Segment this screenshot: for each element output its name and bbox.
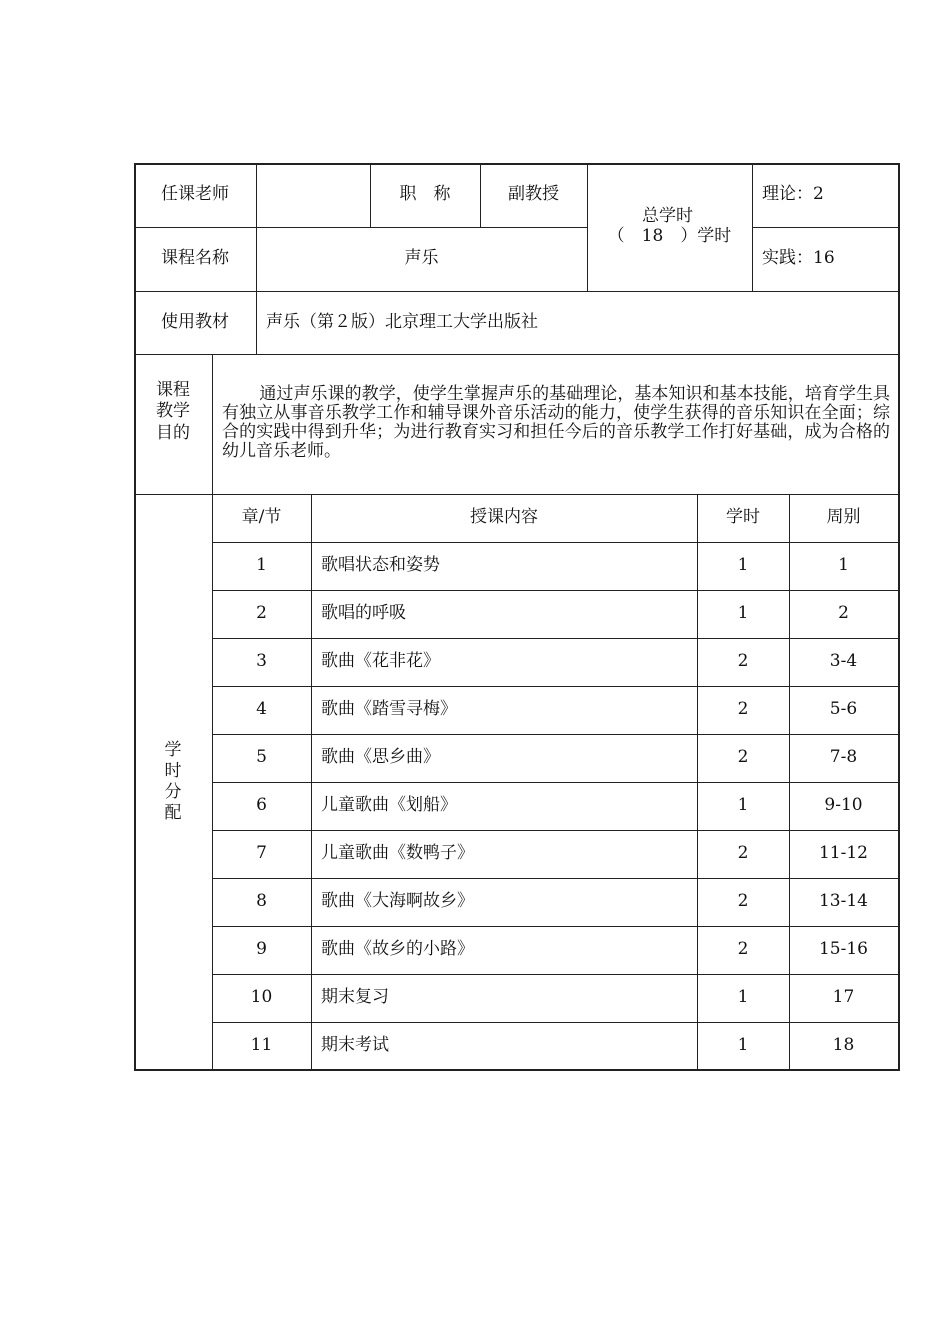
content-cell: 歌曲《踏雪寻梅》 — [321, 699, 457, 720]
content-cell: 歌曲《思乡曲》 — [321, 747, 440, 768]
week-cell: 15-16 — [818, 939, 868, 960]
total-hours-line — [608, 227, 732, 247]
chapter-cell: 9 — [256, 939, 267, 960]
week-cell: 3-4 — [829, 651, 858, 672]
purpose-label-line: 目的 — [156, 422, 190, 443]
schedule-label-char: 分 — [164, 782, 182, 802]
hours-cell: 2 — [737, 699, 749, 720]
total-hours-label: 总学时 — [642, 206, 693, 227]
purpose-paragraph: 通过声乐课的教学，使学生掌握声乐的基础理论，基本知识和基本技能，培育学生具有独立从事音乐教学工作和辅导课外音乐活动的能力，使学生获得的音乐知识在全面；综合的实践中得到升华；为进行教育实习和担任今后的音乐教学工作打好基础，成为合格的幼儿音乐老师。 — [222, 384, 890, 461]
week-cell: 13-14 — [818, 891, 868, 912]
schedule-label — [134, 494, 212, 1070]
content-cell: 儿童歌曲《数鸭子》 — [321, 843, 474, 864]
hours-cell: 2 — [737, 891, 749, 912]
total-hours-value: 18 — [641, 226, 664, 246]
column-header-content: 授课内容 — [470, 507, 538, 528]
title-label: 职 称 — [399, 184, 451, 205]
practice-hours: 实践：16 — [762, 248, 835, 269]
hours-cell: 2 — [737, 651, 749, 672]
chapter-cell: 1 — [256, 555, 267, 576]
content-cell: 儿童歌曲《划船》 — [321, 795, 457, 816]
total-hours-prefix: （ — [607, 226, 625, 246]
chapter-cell: 2 — [256, 603, 267, 624]
total-hours-cell — [587, 163, 752, 291]
chapter-cell: 11 — [250, 1035, 273, 1056]
content-cell: 期末复习 — [321, 987, 389, 1008]
column-header-week: 周别 — [826, 507, 861, 528]
purpose-label-line: 课程 — [156, 380, 190, 400]
chapter-cell: 7 — [256, 843, 267, 864]
row-divider — [134, 354, 900, 355]
purpose-label — [134, 380, 212, 450]
chapter-cell: 5 — [256, 747, 267, 768]
chapter-cell: 8 — [256, 891, 267, 912]
hours-cell: 1 — [737, 603, 749, 624]
hours-cell: 2 — [737, 843, 749, 864]
week-cell: 5-6 — [829, 699, 858, 720]
content-cell: 期末考试 — [321, 1035, 389, 1056]
week-cell: 17 — [832, 987, 855, 1008]
textbook-value: 声乐（第２版）北京理工大学出版社 — [266, 311, 538, 332]
teacher-label: 任课老师 — [161, 184, 229, 205]
chapter-cell: 4 — [256, 699, 267, 720]
hours-cell: 1 — [737, 795, 749, 816]
week-cell: 18 — [832, 1035, 855, 1056]
column-header-chapter: 章/节 — [241, 507, 282, 528]
content-cell: 歌唱状态和姿势 — [321, 555, 440, 576]
content-cell: 歌曲《大海啊故乡》 — [321, 891, 474, 912]
content-cell: 歌曲《故乡的小路》 — [321, 939, 474, 960]
week-cell: 7-8 — [829, 747, 858, 768]
theory-hours: 理论：2 — [762, 184, 824, 205]
content-cell: 歌唱的呼吸 — [321, 603, 406, 624]
chapter-cell: 6 — [256, 795, 267, 816]
hours-cell: 1 — [737, 1035, 749, 1056]
schedule-label-char: 配 — [164, 803, 182, 824]
column-header-hours: 学时 — [726, 507, 760, 528]
textbook-label: 使用教材 — [161, 311, 229, 332]
total-hours-suffix: ）学时 — [680, 226, 732, 246]
week-cell: 1 — [838, 555, 849, 576]
hours-cell: 1 — [737, 555, 749, 576]
week-cell: 9-10 — [824, 795, 863, 816]
course-value: 声乐 — [404, 248, 439, 269]
purpose-text — [222, 385, 890, 461]
purpose-label-line: 教学 — [156, 401, 190, 422]
chapter-cell: 10 — [250, 987, 273, 1008]
teacher-value — [256, 163, 370, 227]
table-right-border — [898, 163, 900, 1070]
schedule-label-char: 时 — [164, 760, 182, 781]
title-value: 副教授 — [508, 184, 559, 205]
hours-cell: 2 — [737, 939, 749, 960]
schedule-label-char: 学 — [164, 739, 182, 760]
course-label: 课程名称 — [161, 248, 229, 269]
chapter-cell: 3 — [256, 651, 267, 672]
hours-cell: 1 — [737, 987, 749, 1008]
week-cell: 11-12 — [818, 843, 868, 864]
week-cell: 2 — [838, 603, 849, 624]
hours-cell: 2 — [737, 747, 749, 768]
content-cell: 歌曲《花非花》 — [321, 651, 440, 672]
